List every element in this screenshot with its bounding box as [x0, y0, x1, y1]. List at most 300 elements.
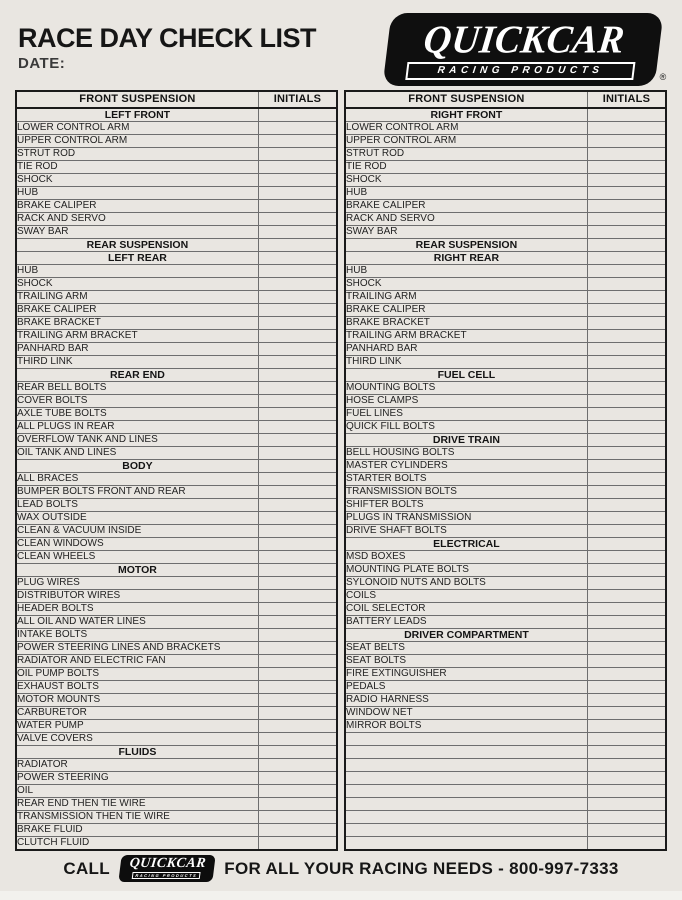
initials-cell — [258, 213, 337, 226]
item-label-cell: MOUNTING PLATE BOLTS — [345, 564, 587, 577]
initials-cell — [587, 187, 666, 200]
checklist-row — [345, 161, 666, 174]
initials-cell — [258, 486, 337, 499]
initials-cell — [258, 746, 337, 759]
section-label-cell: MOTOR — [16, 564, 258, 577]
initials-cell — [587, 668, 666, 681]
initials-cell — [258, 447, 337, 460]
section-header-row — [16, 252, 337, 265]
initials-cell — [587, 811, 666, 824]
initials-cell — [258, 772, 337, 785]
checklist-row — [345, 694, 666, 707]
item-label-cell: TRAILING ARM BRACKET — [345, 330, 587, 343]
item-label-cell: ALL OIL AND WATER LINES — [16, 616, 258, 629]
item-label-cell: MOTOR MOUNTS — [16, 694, 258, 707]
item-label-cell: SHOCK — [16, 174, 258, 187]
item-label-cell: ALL BRACES — [16, 473, 258, 486]
checklist-row — [345, 395, 666, 408]
initials-cell — [258, 590, 337, 603]
initials-cell — [587, 408, 666, 421]
item-label-cell: TIE ROD — [345, 161, 587, 174]
checklist-row — [16, 694, 337, 707]
item-label-cell: TIE ROD — [16, 161, 258, 174]
initials-cell — [587, 512, 666, 525]
section-header-row — [345, 434, 666, 447]
item-label-cell — [345, 759, 587, 772]
initials-cell — [258, 174, 337, 187]
checklist-row — [16, 395, 337, 408]
initials-cell — [587, 655, 666, 668]
checklist-row — [345, 642, 666, 655]
item-label-cell: STARTER BOLTS — [345, 473, 587, 486]
initials-cell — [258, 720, 337, 733]
initials-cell — [258, 200, 337, 213]
section-label-cell: DRIVER COMPARTMENT — [345, 629, 587, 642]
checklist-row — [345, 590, 666, 603]
quickcar-logo-wordmark: QUICKCAR — [421, 17, 628, 62]
initials-cell — [258, 278, 337, 291]
item-label-cell: SHOCK — [345, 174, 587, 187]
item-label-cell: CLEAN & VACUUM INSIDE — [16, 525, 258, 538]
item-label-cell: FIRE EXTINGUISHER — [345, 668, 587, 681]
checklist-row — [345, 681, 666, 694]
item-label-cell: SHOCK — [16, 278, 258, 291]
checklist-row — [16, 642, 337, 655]
initials-cell — [258, 317, 337, 330]
item-label-cell: EXHAUST BOLTS — [16, 681, 258, 694]
checklist-row — [345, 759, 666, 772]
checklist-row — [345, 408, 666, 421]
initials-cell — [587, 837, 666, 851]
checklist-row — [345, 746, 666, 759]
initials-cell — [258, 564, 337, 577]
initials-cell — [258, 629, 337, 642]
checklist-row — [345, 837, 666, 851]
checklist-row — [16, 382, 337, 395]
checklist-row — [16, 148, 337, 161]
checklist-row — [16, 759, 337, 772]
initials-cell — [258, 382, 337, 395]
item-label-cell: CLEAN WHEELS — [16, 551, 258, 564]
initials-cell — [258, 499, 337, 512]
item-label-cell: VALVE COVERS — [16, 733, 258, 746]
initials-cell — [258, 551, 337, 564]
item-label-cell: SWAY BAR — [16, 226, 258, 239]
checklist-row — [16, 616, 337, 629]
initials-cell — [258, 304, 337, 317]
item-label-cell — [345, 785, 587, 798]
item-label-cell: WINDOW NET — [345, 707, 587, 720]
section-label-cell: REAR SUSPENSION — [16, 239, 258, 252]
quickcar-logo-shape — [383, 13, 667, 86]
section-header-row — [345, 252, 666, 265]
section-header-row — [345, 369, 666, 382]
checklist-row — [345, 304, 666, 317]
initials-cell — [587, 759, 666, 772]
checklist-row — [345, 707, 666, 720]
initials-cell — [587, 135, 666, 148]
initials-cell — [258, 577, 337, 590]
item-label-cell: CLUTCH FLUID — [16, 837, 258, 851]
item-label-cell — [345, 837, 587, 851]
checklist-row — [345, 135, 666, 148]
item-label-cell: OIL PUMP BOLTS — [16, 668, 258, 681]
initials-cell — [258, 343, 337, 356]
initials-cell — [258, 434, 337, 447]
checklist-row — [16, 356, 337, 369]
initials-cell — [587, 239, 666, 252]
initials-cell — [258, 603, 337, 616]
initials-cell — [587, 733, 666, 746]
item-label-cell: CARBURETOR — [16, 707, 258, 720]
item-label-cell: BUMPER BOLTS FRONT AND REAR — [16, 486, 258, 499]
item-label-cell: POWER STEERING — [16, 772, 258, 785]
item-label-cell: BRAKE CALIPER — [16, 200, 258, 213]
checklist-row — [345, 460, 666, 473]
initials-cell — [587, 525, 666, 538]
item-label-cell: REAR END THEN TIE WIRE — [16, 798, 258, 811]
initials-cell — [258, 395, 337, 408]
checklist-row — [345, 343, 666, 356]
item-label-cell — [345, 746, 587, 759]
column-header-cell: FRONT SUSPENSION — [345, 91, 587, 108]
checklist-row — [345, 811, 666, 824]
checklist-row — [16, 681, 337, 694]
initials-cell — [258, 642, 337, 655]
initials-cell — [587, 616, 666, 629]
initials-cell — [258, 525, 337, 538]
initials-cell — [258, 148, 337, 161]
item-label-cell — [345, 772, 587, 785]
page-title: RACE DAY CHECK LIST — [18, 23, 317, 53]
checklist-row — [345, 148, 666, 161]
initials-cell — [587, 798, 666, 811]
checklist-row — [345, 447, 666, 460]
checklist-row — [345, 265, 666, 278]
checklist-row — [16, 434, 337, 447]
initials-cell — [587, 291, 666, 304]
initials-cell — [258, 187, 337, 200]
initials-cell — [258, 291, 337, 304]
initials-cell — [258, 668, 337, 681]
item-label-cell: MOUNTING BOLTS — [345, 382, 587, 395]
initials-cell — [258, 330, 337, 343]
checklist-row — [16, 798, 337, 811]
checklist-row — [16, 161, 337, 174]
checklist-row — [345, 512, 666, 525]
item-label-cell: HUB — [345, 187, 587, 200]
date-label: DATE: — [18, 55, 66, 73]
checklist-row — [345, 278, 666, 291]
initials-cell — [587, 395, 666, 408]
item-label-cell: SYLONOID NUTS AND BOLTS — [345, 577, 587, 590]
item-label-cell: BRAKE FLUID — [16, 824, 258, 837]
item-label-cell: MASTER CYLINDERS — [345, 460, 587, 473]
footer-message: FOR ALL YOUR RACING NEEDS - 800-997-7333 — [224, 858, 619, 878]
checklist-row — [16, 538, 337, 551]
section-label-cell: REAR SUSPENSION — [345, 239, 587, 252]
registered-trademark-symbol: ® — [659, 72, 667, 82]
initials-cell — [587, 200, 666, 213]
item-label-cell: INTAKE BOLTS — [16, 629, 258, 642]
checklist-row — [16, 655, 337, 668]
item-label-cell: UPPER CONTROL ARM — [16, 135, 258, 148]
section-header-row — [16, 108, 337, 122]
checklist-row — [16, 785, 337, 798]
initials-cell — [587, 720, 666, 733]
item-label-cell: TRAILING ARM — [16, 291, 258, 304]
checklist-row — [345, 486, 666, 499]
initials-cell — [587, 590, 666, 603]
initials-cell — [587, 577, 666, 590]
initials-cell — [587, 421, 666, 434]
item-label-cell: AXLE TUBE BOLTS — [16, 408, 258, 421]
item-label-cell: BATTERY LEADS — [345, 616, 587, 629]
checklist-row — [16, 265, 337, 278]
section-header-row — [345, 108, 666, 122]
initials-cell — [258, 408, 337, 421]
initials-cell — [258, 108, 337, 122]
item-label-cell: PANHARD BAR — [345, 343, 587, 356]
checklist-row — [345, 564, 666, 577]
checklist-row — [16, 824, 337, 837]
item-label-cell: STRUT ROD — [16, 148, 258, 161]
right-checklist-table — [344, 90, 667, 851]
initials-cell — [258, 239, 337, 252]
initials-header-cell: INITIALS — [587, 91, 666, 108]
initials-cell — [258, 837, 337, 851]
item-label-cell: RADIO HARNESS — [345, 694, 587, 707]
initials-cell — [587, 304, 666, 317]
section-header-row — [16, 369, 337, 382]
item-label-cell — [345, 733, 587, 746]
initials-cell — [258, 811, 337, 824]
checklist-row — [16, 291, 337, 304]
checklist-row — [345, 499, 666, 512]
checklist-row — [16, 317, 337, 330]
initials-cell — [587, 265, 666, 278]
item-label-cell: SEAT BELTS — [345, 642, 587, 655]
quickcar-logo — [387, 13, 667, 86]
initials-header-cell: INITIALS — [258, 91, 337, 108]
checklist-row — [345, 187, 666, 200]
checklist-row — [345, 798, 666, 811]
initials-cell — [258, 681, 337, 694]
checklist-row — [16, 330, 337, 343]
item-label-cell — [345, 798, 587, 811]
section-label-cell: RIGHT REAR — [345, 252, 587, 265]
checklist-row — [16, 499, 337, 512]
checklist-row — [16, 135, 337, 148]
checklist-row — [16, 473, 337, 486]
item-label-cell: FUEL LINES — [345, 408, 587, 421]
quickcar-footer-wordmark: QUICKCAR — [128, 856, 207, 871]
item-label-cell: PLUG WIRES — [16, 577, 258, 590]
checklist-row — [345, 226, 666, 239]
initials-cell — [258, 122, 337, 135]
initials-cell — [258, 356, 337, 369]
checklist-row — [16, 577, 337, 590]
initials-cell — [258, 460, 337, 473]
item-label-cell — [345, 824, 587, 837]
checklist-row — [345, 317, 666, 330]
item-label-cell: MIRROR BOLTS — [345, 720, 587, 733]
item-label-cell: SHIFTER BOLTS — [345, 499, 587, 512]
initials-cell — [258, 538, 337, 551]
item-label-cell: SHOCK — [345, 278, 587, 291]
quickcar-logo-tagline: RACING PRODUCTS — [406, 62, 635, 80]
initials-cell — [587, 226, 666, 239]
section-label-cell: REAR END — [16, 369, 258, 382]
item-label-cell: UPPER CONTROL ARM — [345, 135, 587, 148]
checklist-row — [16, 447, 337, 460]
initials-cell — [587, 564, 666, 577]
item-label-cell: MSD BOXES — [345, 551, 587, 564]
checklist-row — [345, 174, 666, 187]
checklist-row — [16, 629, 337, 642]
item-label-cell: COILS — [345, 590, 587, 603]
column-header-row — [345, 91, 666, 108]
item-label-cell: SEAT BOLTS — [345, 655, 587, 668]
quickcar-footer-tagline: RACING PRODUCTS — [132, 872, 201, 879]
initials-cell — [587, 746, 666, 759]
checklist-row — [16, 486, 337, 499]
checklist-row — [16, 304, 337, 317]
initials-cell — [258, 824, 337, 837]
initials-cell — [587, 499, 666, 512]
initials-cell — [587, 148, 666, 161]
item-label-cell: WATER PUMP — [16, 720, 258, 733]
section-header-row — [345, 629, 666, 642]
item-label-cell: REAR BELL BOLTS — [16, 382, 258, 395]
initials-cell — [587, 213, 666, 226]
initials-cell — [587, 694, 666, 707]
checklist-row — [16, 837, 337, 851]
checklist-row — [16, 200, 337, 213]
item-label-cell: LEAD BOLTS — [16, 499, 258, 512]
initials-cell — [587, 486, 666, 499]
checklist-row — [16, 278, 337, 291]
initials-cell — [587, 603, 666, 616]
item-label-cell: BRAKE CALIPER — [345, 304, 587, 317]
section-label-cell: LEFT FRONT — [16, 108, 258, 122]
checklist-row — [345, 421, 666, 434]
item-label-cell: BELL HOUSING BOLTS — [345, 447, 587, 460]
item-label-cell: RACK AND SERVO — [16, 213, 258, 226]
checklist-row — [16, 668, 337, 681]
item-label-cell: PLUGS IN TRANSMISSION — [345, 512, 587, 525]
section-label-cell: LEFT REAR — [16, 252, 258, 265]
initials-cell — [587, 174, 666, 187]
initials-cell — [587, 629, 666, 642]
checklist-row — [16, 226, 337, 239]
checklist-row — [16, 343, 337, 356]
item-label-cell: SWAY BAR — [345, 226, 587, 239]
checklist-row — [345, 772, 666, 785]
checklist-row — [345, 551, 666, 564]
item-label-cell: THIRD LINK — [345, 356, 587, 369]
initials-cell — [258, 265, 337, 278]
checklist-row — [16, 707, 337, 720]
section-label-cell: FUEL CELL — [345, 369, 587, 382]
initials-cell — [587, 252, 666, 265]
checklist-row — [345, 525, 666, 538]
initials-cell — [587, 642, 666, 655]
item-label-cell: WAX OUTSIDE — [16, 512, 258, 525]
checklist-row — [16, 590, 337, 603]
footer-call-line — [0, 855, 682, 882]
item-label-cell: BRAKE CALIPER — [345, 200, 587, 213]
checklist-row — [345, 655, 666, 668]
initials-cell — [258, 252, 337, 265]
section-header-row — [345, 538, 666, 551]
initials-cell — [258, 759, 337, 772]
initials-cell — [258, 707, 337, 720]
checklist-row — [16, 551, 337, 564]
section-label-cell: DRIVE TRAIN — [345, 434, 587, 447]
checklist-row — [345, 200, 666, 213]
item-label-cell: LOWER CONTROL ARM — [16, 122, 258, 135]
title-block — [18, 24, 316, 72]
initials-cell — [587, 551, 666, 564]
checklist-row — [16, 733, 337, 746]
section-label-cell: BODY — [16, 460, 258, 473]
checklist-row — [345, 122, 666, 135]
initials-cell — [587, 824, 666, 837]
initials-cell — [587, 356, 666, 369]
item-label-cell: RADIATOR — [16, 759, 258, 772]
item-label-cell: PEDALS — [345, 681, 587, 694]
checklist-row — [16, 408, 337, 421]
item-label-cell: HUB — [345, 265, 587, 278]
checklist-row — [345, 577, 666, 590]
item-label-cell: HEADER BOLTS — [16, 603, 258, 616]
item-label-cell: HUB — [16, 265, 258, 278]
checklist-row — [345, 603, 666, 616]
item-label-cell: BRAKE BRACKET — [16, 317, 258, 330]
checklist-row — [16, 772, 337, 785]
section-header-row — [345, 239, 666, 252]
item-label-cell: HOSE CLAMPS — [345, 395, 587, 408]
section-header-row — [16, 746, 337, 759]
item-label-cell: BRAKE CALIPER — [16, 304, 258, 317]
initials-cell — [587, 161, 666, 174]
left-checklist-table — [15, 90, 338, 851]
section-header-row — [16, 239, 337, 252]
initials-cell — [258, 655, 337, 668]
checklist-row — [345, 213, 666, 226]
initials-cell — [587, 343, 666, 356]
initials-cell — [587, 772, 666, 785]
initials-cell — [587, 330, 666, 343]
item-label-cell: COIL SELECTOR — [345, 603, 587, 616]
initials-cell — [587, 122, 666, 135]
item-label-cell: LOWER CONTROL ARM — [345, 122, 587, 135]
checklist-row — [345, 330, 666, 343]
initials-cell — [258, 785, 337, 798]
quickcar-footer-logo — [118, 855, 216, 882]
checklist-row — [345, 473, 666, 486]
checklist-row — [345, 785, 666, 798]
item-label-cell — [345, 811, 587, 824]
column-header-row — [16, 91, 337, 108]
item-label-cell: RADIATOR AND ELECTRIC FAN — [16, 655, 258, 668]
section-label-cell: ELECTRICAL — [345, 538, 587, 551]
section-header-row — [16, 564, 337, 577]
checklist-row — [16, 720, 337, 733]
initials-cell — [587, 707, 666, 720]
initials-cell — [587, 278, 666, 291]
